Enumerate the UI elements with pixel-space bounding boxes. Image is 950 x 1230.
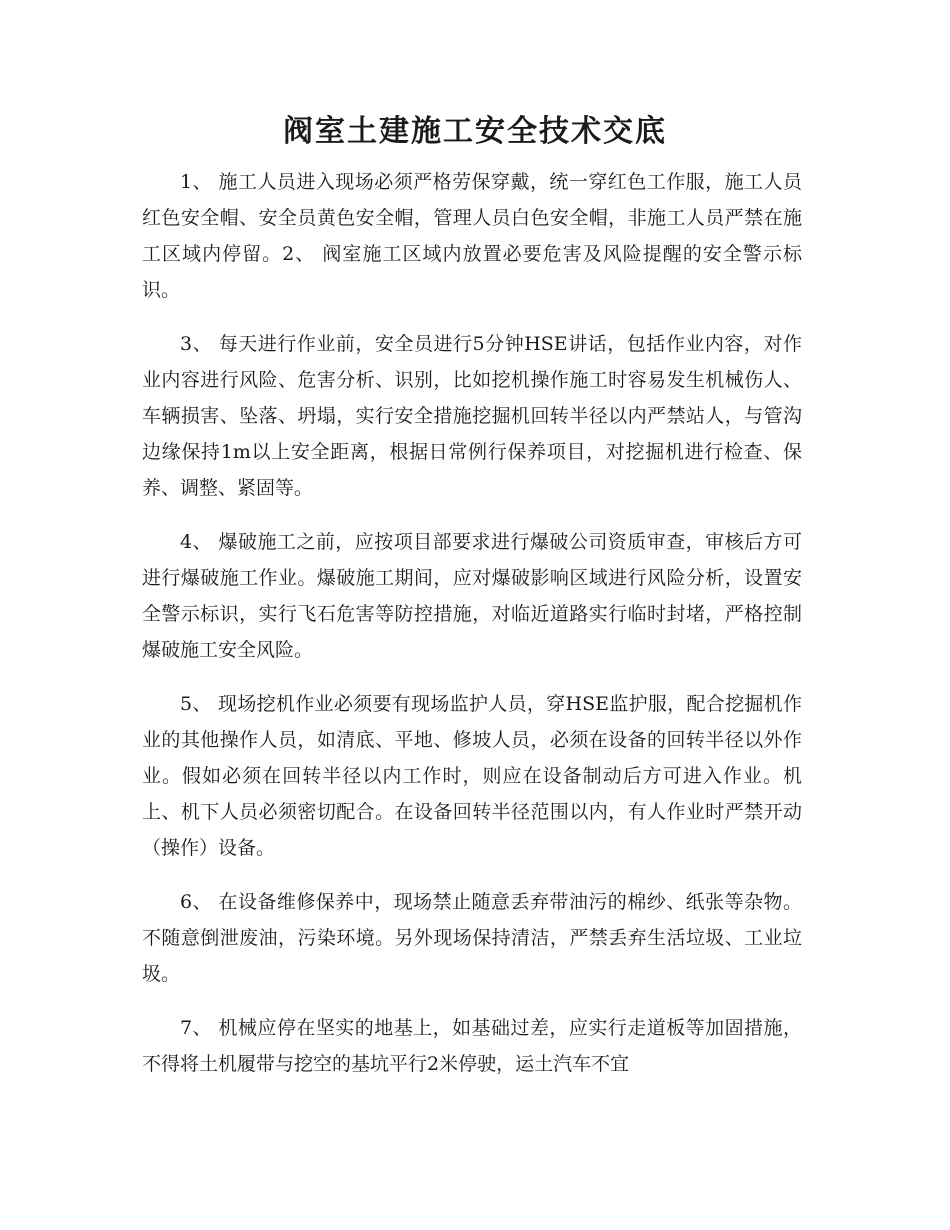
paragraph-5: 5、 现场挖机作业必须要有现场监护人员，穿HSE监护服，配合挖掘机作业的其他操作人员，如清底、平地、修坡人员，必须在设备的回转半径以外作业。假如必须在回转半径以内工作时，则应在设备制动后方可进入作业。机上、机下人员必须密切配合。在设备回转半径范围以内，有人作业时严禁开动（操作）设备。 [142, 693, 802, 859]
document-title: 阀室土建施工安全技术交底 [283, 114, 667, 149]
paragraph-1: 1、 施工人员进入现场必须严格劳保穿戴，统一穿红色工作服，施工人员红色安全帽、安全员黄色安全帽，管理人员白色安全帽，非施工人员严禁在施工区域内停留。2、 阀室施工区域内放置必要危害及风险提醒的安全警示标识。 [142, 171, 802, 301]
paragraph-7: 7、 机械应停在坚实的地基上，如基础过差，应实行走道板等加固措施，不得将土机履带与挖空的基坑平行2米停驶，运土汽车不宜 [142, 1017, 802, 1075]
document-body [142, 164, 802, 1100]
paragraph-4: 4、 爆破施工之前，应按项目部要求进行爆破公司资质审查，审核后方可进行爆破施工作业。爆破施工期间，应对爆破影响区域进行风险分析，设置安全警示标识，实行飞石危害等防控措施，对临近道路实行临时封堵，严格控制爆破施工安全风险。 [142, 531, 802, 661]
paragraph-6: 6、 在设备维修保养中，现场禁止随意丢弃带油污的棉纱、纸张等杂物。不随意倒泄废油，污染环境。另外现场保持清洁，严禁丢弃生活垃圾、工业垃圾。 [142, 891, 802, 985]
paragraph-3: 3、 每天进行作业前，安全员进行5分钟HSE讲话，包括作业内容，对作业内容进行风险、危害分析、识别，比如挖机操作施工时容易发生机械伤人、车辆损害、坠落、坍塌，实行安全措施挖掘机回转半径以内严禁站人，与管沟边缘保持1m以上安全距离，根据日常例行保养项目，对挖掘机进行检查、保养、调整、紧固等。 [142, 333, 802, 499]
